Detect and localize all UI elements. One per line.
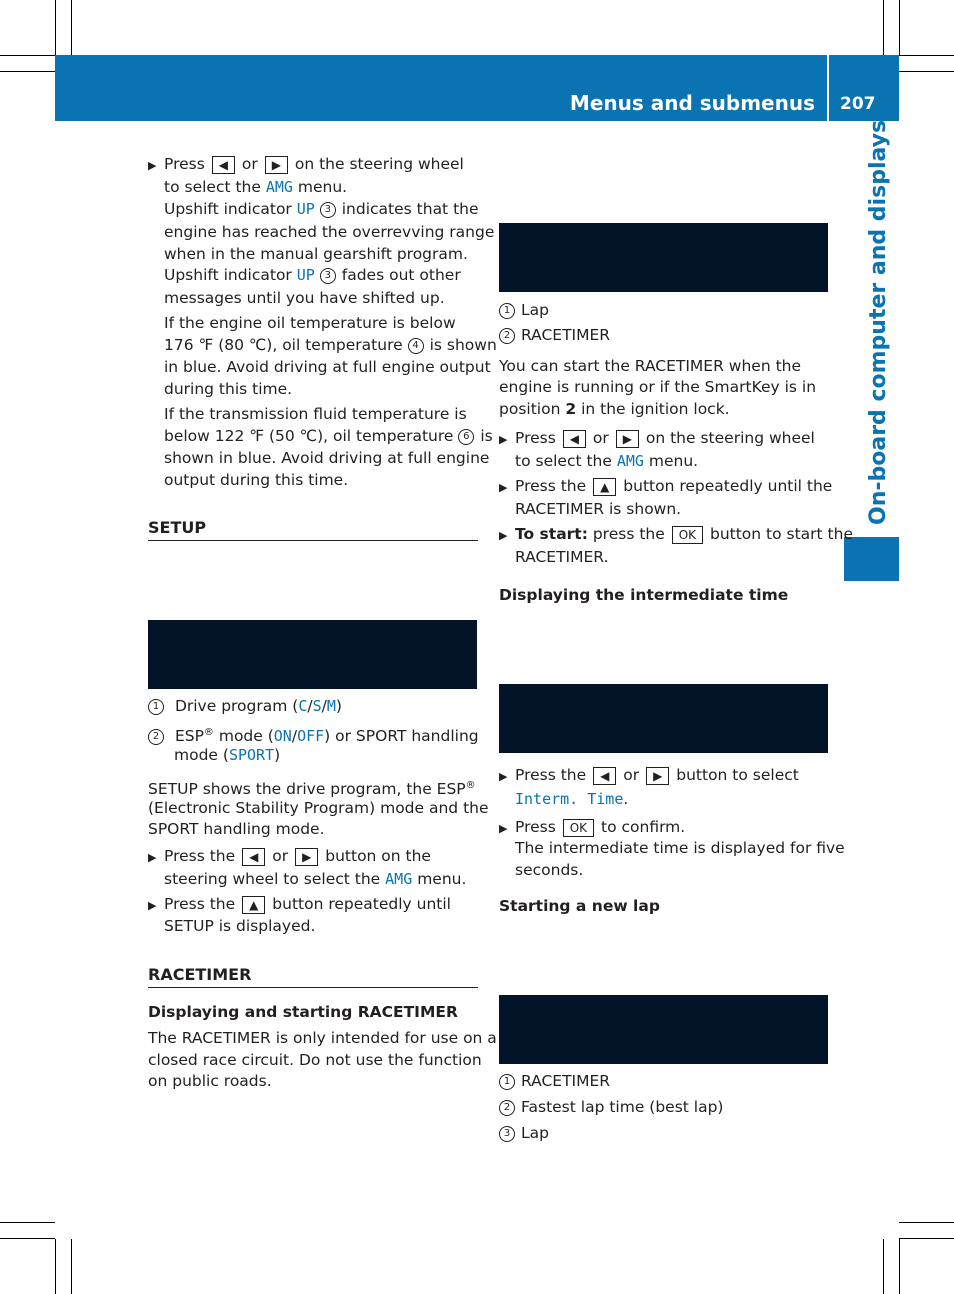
- legend-item: 1 RACETIMER: [499, 1070, 610, 1092]
- ok-key-icon: OK: [672, 526, 703, 544]
- display-code: UP: [296, 200, 315, 218]
- legend-item: 2 ESP® mode (ON/OFF) or SPORT handling: [148, 722, 479, 747]
- text-line: Press the ▲ button repeatedly until: [164, 895, 451, 913]
- text-line: seconds.: [515, 861, 584, 879]
- left-arrow-key-icon: ◀: [242, 848, 265, 866]
- text-line: steering wheel to select the AMG menu.: [164, 870, 467, 888]
- page-number: 207: [840, 94, 876, 114]
- text-line: If the engine oil temperature is below: [164, 314, 456, 332]
- ok-key-icon: OK: [563, 819, 594, 837]
- legend-item: 1 Lap: [499, 299, 549, 321]
- text-line: in blue. Avoid driving at full engine output: [164, 358, 491, 376]
- callout-number: 3: [320, 268, 336, 284]
- bullet-arrow-icon: ▶: [499, 529, 508, 542]
- text-line: Press the ▲ button repeatedly until the: [515, 477, 833, 495]
- callout-number: 2: [499, 328, 515, 344]
- text-line: Press OK to confirm.: [515, 818, 686, 836]
- subheading: Starting a new lap: [499, 897, 660, 915]
- legend-item-cont: mode (SPORT): [174, 746, 281, 764]
- intermediate-display-image: [499, 684, 828, 753]
- callout-number: 4: [408, 338, 424, 354]
- crop-mark: [899, 55, 954, 56]
- text-line: Press ◀ or ▶ on the steering wheel: [164, 155, 464, 173]
- page-header: [55, 55, 899, 121]
- callout-number: 2: [148, 729, 164, 745]
- text-line: The intermediate time is displayed for five: [515, 839, 845, 857]
- text-line: To start: press the OK button to start the: [515, 525, 853, 543]
- text-line: Press the ◀ or ▶ button to select: [515, 766, 799, 784]
- crop-mark: [899, 71, 954, 72]
- text-line: engine has reached the overrevving range: [164, 223, 495, 241]
- callout-number: 1: [499, 1074, 515, 1090]
- text-line: Upshift indicator UP 3 indicates that the: [164, 200, 479, 218]
- crop-mark: [899, 1239, 900, 1294]
- subheading: Displaying and starting RACETIMER: [148, 1003, 458, 1021]
- crop-mark: [55, 1239, 56, 1294]
- up-arrow-key-icon: ▲: [593, 478, 616, 496]
- legend-item: 2 RACETIMER: [499, 324, 610, 346]
- crop-mark: [0, 1238, 55, 1239]
- callout-number: 6: [458, 429, 474, 445]
- bullet-arrow-icon: ▶: [148, 851, 157, 864]
- display-code: AMG: [265, 178, 293, 196]
- callout-number: 1: [499, 303, 515, 319]
- heading-rule: [148, 987, 478, 988]
- up-arrow-key-icon: ▲: [242, 896, 265, 914]
- left-arrow-key-icon: ◀: [593, 767, 616, 785]
- text-line: (Electronic Stability Program) mode and the: [148, 799, 489, 817]
- crop-mark: [899, 1238, 954, 1239]
- racetimer-display-image: [499, 223, 828, 292]
- crop-mark: [899, 1222, 954, 1223]
- text-line: SPORT handling mode.: [148, 820, 325, 838]
- text-line: 176 ℉ (80 ℃), oil temperature 4 is shown: [164, 336, 497, 354]
- text-line: position 2 in the ignition lock.: [499, 400, 730, 418]
- bullet-arrow-icon: ▶: [499, 481, 508, 494]
- text-line: when in the manual gearshift program.: [164, 245, 468, 263]
- text-line: to select the AMG menu.: [164, 178, 348, 196]
- crop-mark: [0, 55, 55, 56]
- crop-mark: [883, 0, 884, 55]
- text-line: If the transmission fluid temperature is: [164, 405, 467, 423]
- text-line: RACETIMER is shown.: [515, 500, 682, 518]
- text-line: Press the ◀ or ▶ button on the: [164, 847, 431, 865]
- text-line: messages until you have shifted up.: [164, 289, 445, 307]
- crop-mark: [71, 0, 72, 55]
- crop-mark: [883, 1239, 884, 1294]
- bullet-arrow-icon: ▶: [499, 433, 508, 446]
- text-line: closed race circuit. Do not use the function: [148, 1051, 482, 1069]
- subheading: Displaying the intermediate time: [499, 586, 789, 604]
- text-line: Press ◀ or ▶ on the steering wheel: [515, 429, 815, 447]
- text-line: below 122 ℉ (50 ℃), oil temperature 6 is: [164, 427, 493, 445]
- bullet-arrow-icon: ▶: [148, 159, 157, 172]
- left-arrow-key-icon: ◀: [212, 156, 235, 174]
- display-code: UP: [296, 266, 315, 284]
- bullet-arrow-icon: ▶: [499, 770, 508, 783]
- callout-number: 3: [320, 202, 336, 218]
- callout-number: 2: [499, 1100, 515, 1116]
- text-line: output during this time.: [164, 471, 349, 489]
- callout-number: 1: [148, 699, 164, 715]
- bullet-arrow-icon: ▶: [499, 822, 508, 835]
- left-arrow-key-icon: ◀: [563, 430, 586, 448]
- text-line: The RACETIMER is only intended for use on a: [148, 1029, 497, 1047]
- text-line: to select the AMG menu.: [515, 452, 699, 470]
- text-line: You can start the RACETIMER when the: [499, 357, 802, 375]
- text-line: RACETIMER.: [515, 548, 609, 566]
- bullet-arrow-icon: ▶: [148, 899, 157, 912]
- newlap-display-image: [499, 995, 828, 1064]
- legend-item: 2 Fastest lap time (best lap): [499, 1096, 723, 1118]
- text-line: SETUP shows the drive program, the ESP®: [148, 780, 476, 799]
- right-arrow-key-icon: ▶: [265, 156, 288, 174]
- text-line: engine is running or if the SmartKey is in: [499, 378, 817, 396]
- setup-display-image: [148, 620, 477, 689]
- callout-number: 3: [499, 1126, 515, 1142]
- crop-mark: [0, 71, 55, 72]
- text-line: SETUP is displayed.: [164, 917, 316, 935]
- crop-mark: [0, 1222, 55, 1223]
- header-divider: [827, 55, 829, 121]
- text-line: shown in blue. Avoid driving at full engine: [164, 449, 490, 467]
- text-line: during this time.: [164, 380, 293, 398]
- right-arrow-key-icon: ▶: [646, 767, 669, 785]
- chapter-side-title: On-board computer and displays: [866, 119, 891, 525]
- text-line: Upshift indicator UP 3 fades out other: [164, 266, 461, 284]
- section-heading-racetimer: RACETIMER: [148, 965, 252, 984]
- section-title: Menus and submenus: [569, 91, 815, 115]
- heading-rule: [148, 540, 478, 541]
- legend-item: 3 Lap: [499, 1122, 549, 1144]
- legend-item: 1 Drive program (C/S/M): [148, 695, 342, 717]
- section-heading-setup: SETUP: [148, 518, 207, 537]
- crop-mark: [71, 1239, 72, 1294]
- crop-mark: [55, 0, 56, 55]
- text-line: Interm. Time.: [515, 790, 629, 808]
- right-arrow-key-icon: ▶: [616, 430, 639, 448]
- right-arrow-key-icon: ▶: [295, 848, 318, 866]
- crop-mark: [899, 0, 900, 55]
- text-line: on public roads.: [148, 1072, 272, 1090]
